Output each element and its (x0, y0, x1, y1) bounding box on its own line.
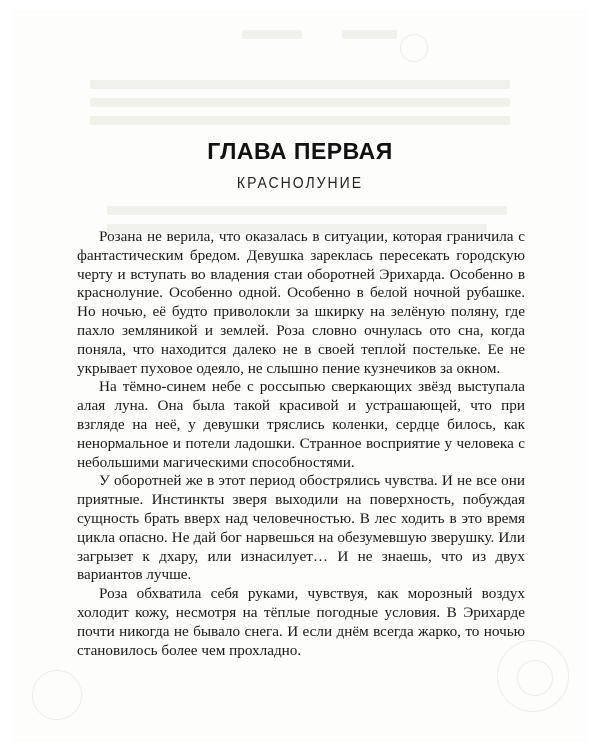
paragraph: У оборотней же в этот период обострялись чувства. И не все они приятные. Инстинкты зверя выходили на поверхность, побуждая сущность брать вверх над человечностью. В лес ходить в это время цикла опасно. Не дай бог нарвешься на обезумевшую зверушку. Или загрызет к дхару, или изнасилует… И не знаешь, что из двух вариантов лучше. (77, 472, 525, 584)
paragraph: Розана не верила, что оказалась в ситуации, которая граничила с фантастическим бредом. Девушка зареклась пересекать городскую черту и вступать во владения стаи оборотней Эрихарда. Особенно в краснолуние. Особенно одной. Особенно в белой ночной рубашке. Но ночью, её будто приволокли за шкирку на зелёную поляну, где пахло земляникой и землей. Роза словно очнулась ото сна, когда поняла, что находится далеко не в своей теплой постельке. Ее не укрывает пуховое одеяло, не слышно пение кузнечиков за окном. (77, 228, 525, 377)
chapter-body (77, 228, 525, 660)
chapter-subtitle: КРАСНОЛУНИЕ (236, 172, 364, 192)
chapter-title: ГЛАВА ПЕРВАЯ (207, 138, 393, 164)
paragraph: На тёмно-синем небе с россыпью сверкающих звёзд выступала алая луна. Она была такой красивой и устрашающей, что при взгляде на неё, у девушки тряслись коленки, сердце билось, как ненормальное и потели ладошки. Странное восприятие у человека с небольшими магическими способностями. (77, 378, 525, 471)
paragraph: Роза обхватила себя руками, чувствуя, как морозный воздух холодит кожу, несмотря на тёплые погодные условия. В Эрихарде почти никогда не бывало снега. И если днём всегда жарко, то ночью становилось более чем прохладно. (77, 585, 525, 659)
book-page (12, 10, 588, 742)
